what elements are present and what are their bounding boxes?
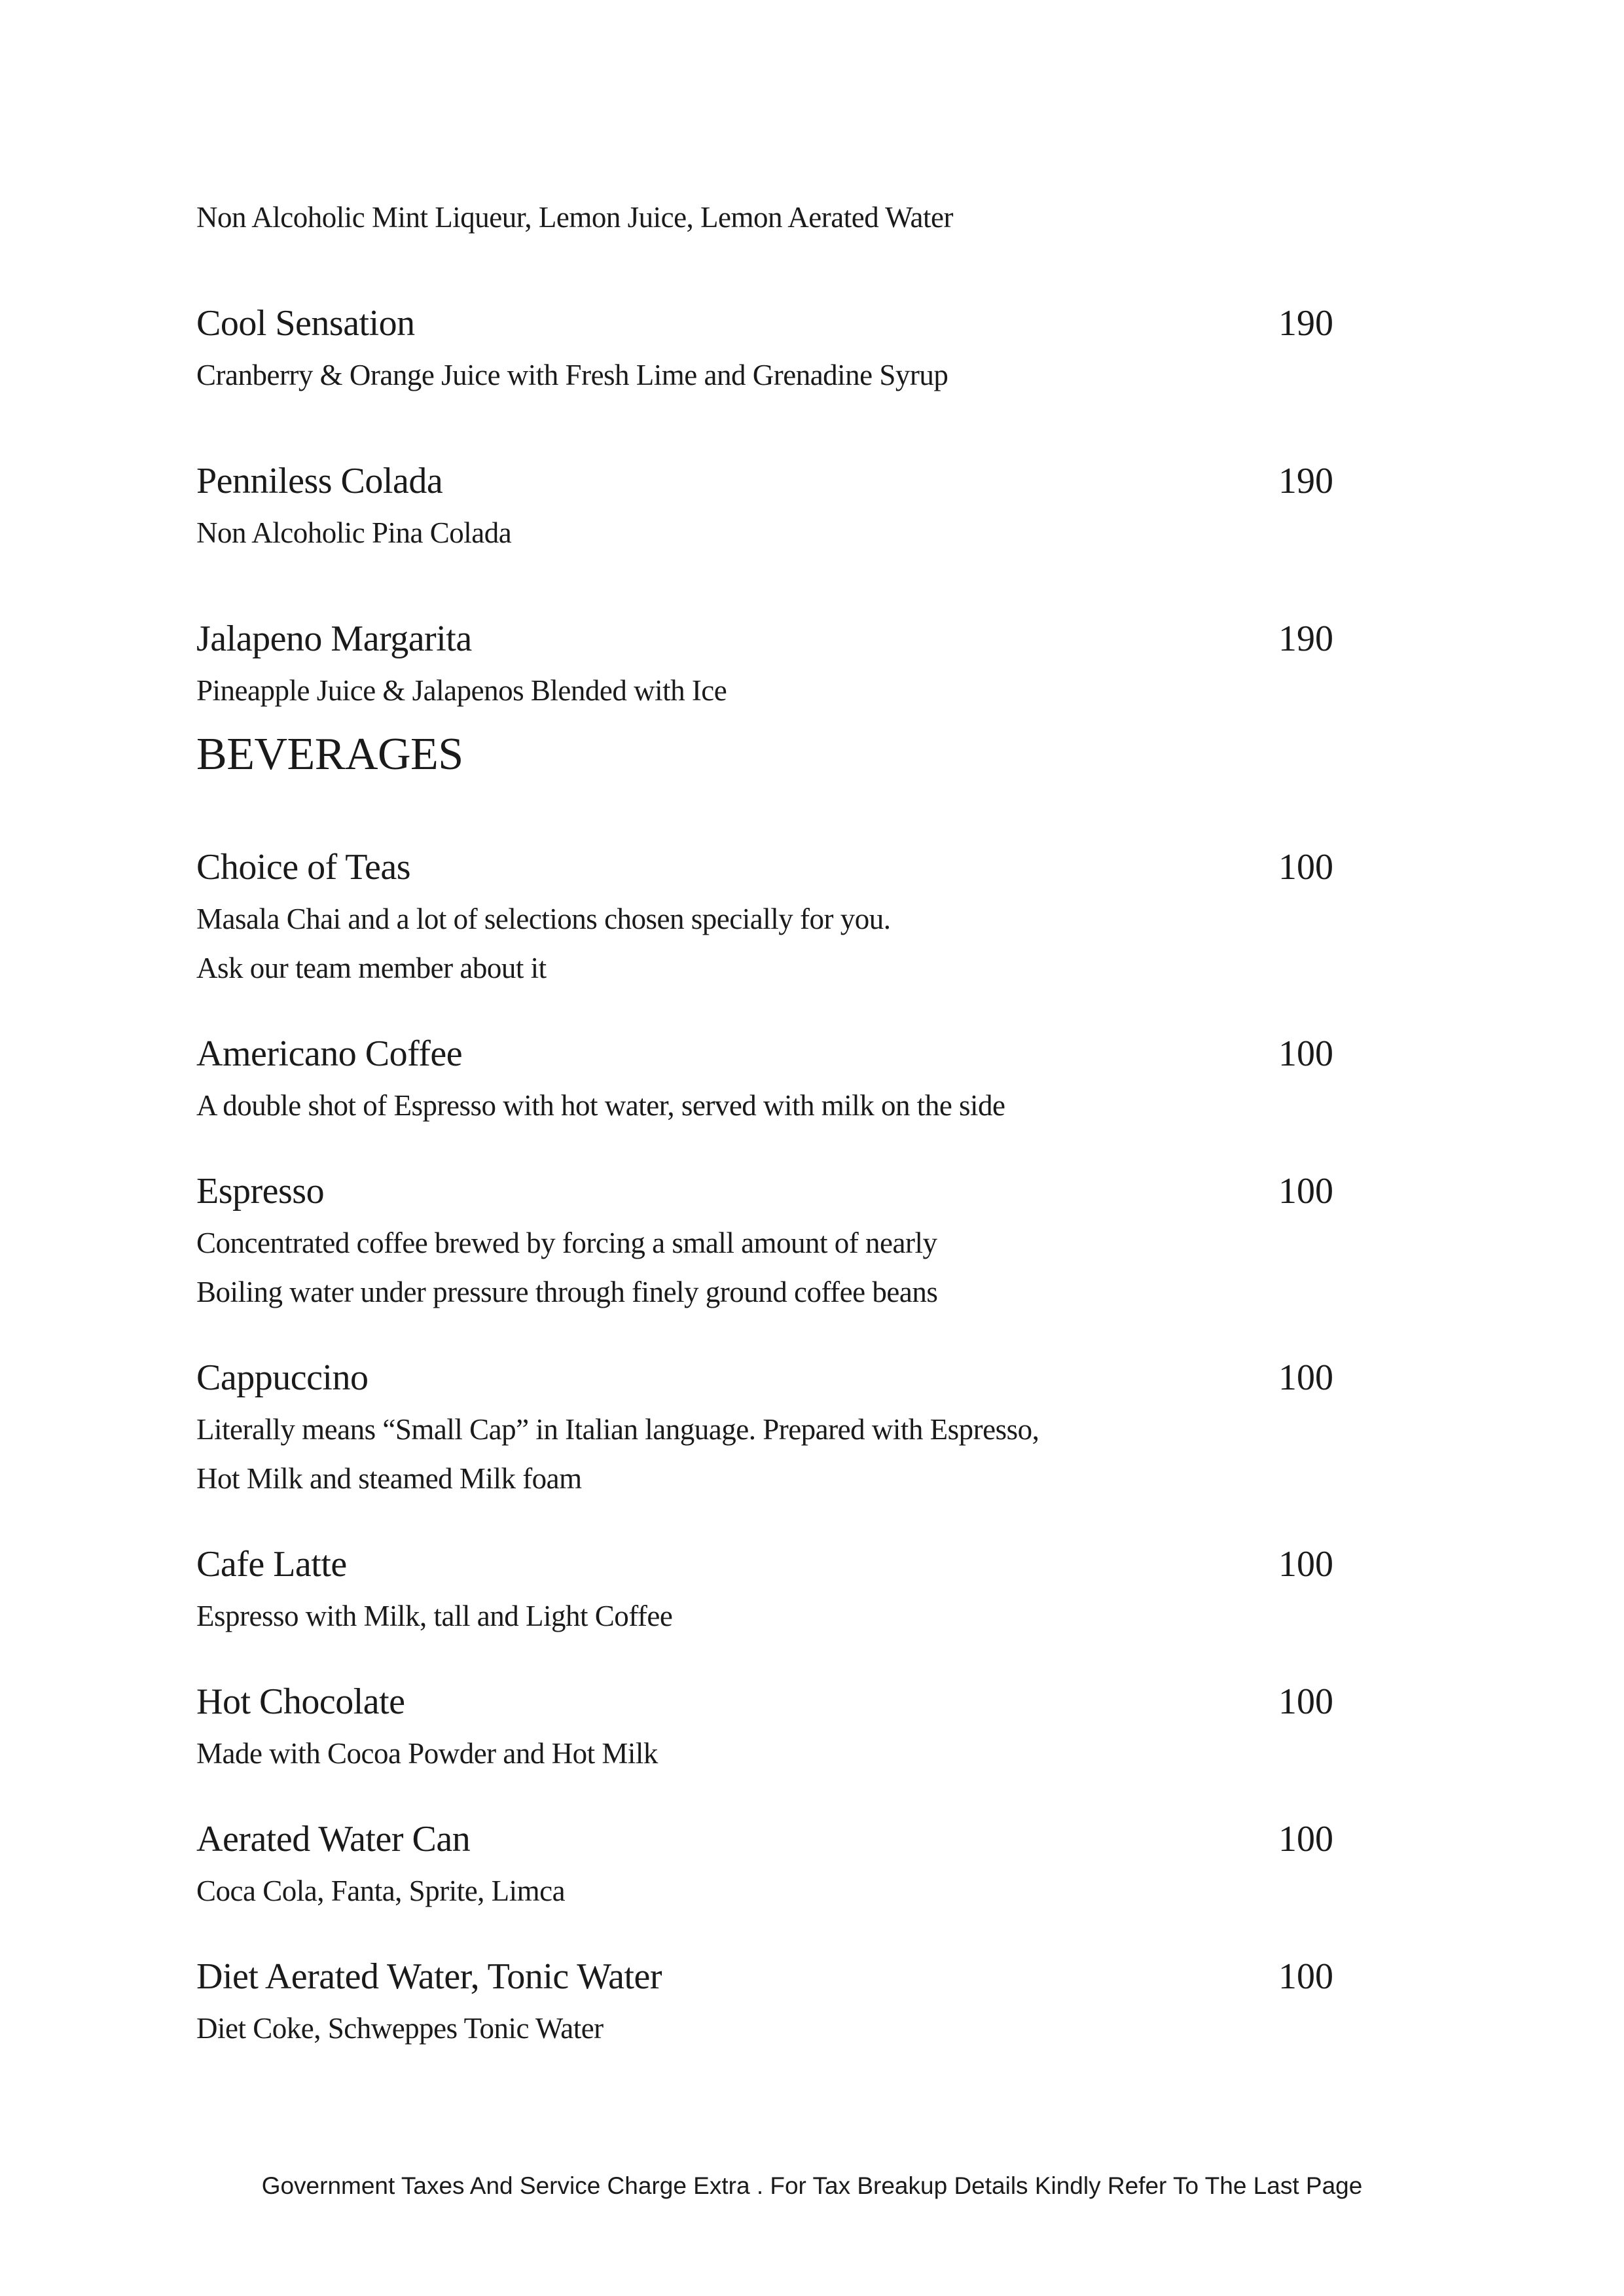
- menu-item: [196, 1350, 1624, 1503]
- menu-item: [196, 454, 1624, 558]
- menu-item-name: Choice of Teas: [196, 847, 411, 888]
- menu-item-name: Aerated Water Can: [196, 1819, 471, 1859]
- menu-item-row: [196, 1537, 1624, 1592]
- menu-item-description: Masala Chai and a lot of selections chosen specially for you. Ask our team member about it: [196, 903, 891, 984]
- menu-item: [196, 1537, 1624, 1641]
- menu-item-description: Pineapple Juice & Jalapenos Blended with Ice: [196, 674, 727, 707]
- menu-item: [196, 1026, 1624, 1130]
- tax-note: Government Taxes And Service Charge Extra . For Tax Breakup Details Kindly Refer To The Last Page: [261, 2172, 1363, 2199]
- menu-item: [196, 1812, 1624, 1916]
- menu-sections: [196, 296, 1624, 2053]
- menu-item-row: [196, 454, 1624, 509]
- menu-item-name: Cappuccino: [196, 1357, 369, 1398]
- menu-item-description: Literally means “Small Cap” in Italian language. Prepared with Espresso, Hot Milk and steamed Milk foam: [196, 1413, 1039, 1495]
- menu-item: [196, 1164, 1624, 1317]
- menu-item: [196, 840, 1624, 993]
- menu-item-row: [196, 1812, 1624, 1867]
- menu-section: [196, 725, 1624, 2053]
- menu-item-price: 190: [1278, 461, 1333, 501]
- menu-item-row: [196, 1674, 1624, 1729]
- menu-item-row: [196, 296, 1624, 351]
- menu-item-name: Jalapeno Margarita: [196, 619, 472, 659]
- menu-item-price: 100: [1278, 1171, 1333, 1211]
- menu-item-price: 100: [1278, 1681, 1333, 1722]
- page-footer: [0, 2170, 1624, 2202]
- menu-item-price: 100: [1278, 1357, 1333, 1398]
- menu-item: [196, 1674, 1624, 1778]
- menu-item-name: Cool Sensation: [196, 303, 415, 344]
- menu-item-description: Coca Cola, Fanta, Sprite, Limca: [196, 1874, 566, 1907]
- menu-section: [196, 296, 1624, 715]
- menu-item-name: Cafe Latte: [196, 1544, 347, 1585]
- menu-item-description: Diet Coke, Schweppes Tonic Water: [196, 2012, 604, 2045]
- menu-item-row: [196, 611, 1624, 666]
- menu-item: [196, 296, 1624, 400]
- menu-item-price: 100: [1278, 1544, 1333, 1585]
- menu-item-name: Diet Aerated Water, Tonic Water: [196, 1956, 662, 1997]
- menu-item-description: Espresso with Milk, tall and Light Coffee: [196, 1600, 673, 1632]
- menu-item-name: Espresso: [196, 1171, 325, 1211]
- section-heading: BEVERAGES: [196, 729, 463, 780]
- menu-item-name: Penniless Colada: [196, 461, 443, 501]
- menu-item-price: 100: [1278, 1033, 1333, 1074]
- menu-item-price: 100: [1278, 1956, 1333, 1997]
- menu-item-price: 190: [1278, 619, 1333, 659]
- menu-item: [196, 611, 1624, 715]
- menu-item-row: [196, 1350, 1624, 1405]
- menu-item-name: Hot Chocolate: [196, 1681, 405, 1722]
- menu-item-name: Americano Coffee: [196, 1033, 463, 1074]
- menu-item-description: Non Alcoholic Pina Colada: [196, 516, 512, 549]
- menu-item-description: Cranberry & Orange Juice with Fresh Lime and Grenadine Syrup: [196, 359, 948, 391]
- menu-item-row: [196, 1026, 1624, 1081]
- menu-item-description: Concentrated coffee brewed by forcing a small amount of nearly Boiling water under pressure through finely ground coffee beans: [196, 1227, 938, 1308]
- menu-item-row: [196, 840, 1624, 895]
- menu-item-row: [196, 1164, 1624, 1219]
- menu-item-price: 100: [1278, 847, 1333, 888]
- menu-item-price: 100: [1278, 1819, 1333, 1859]
- menu-item: [196, 1949, 1624, 2053]
- menu-item-description: Made with Cocoa Powder and Hot Milk: [196, 1737, 658, 1770]
- menu-item-row: [196, 1949, 1624, 2004]
- menu-item-price: 190: [1278, 303, 1333, 344]
- intro-description: Non Alcoholic Mint Liqueur, Lemon Juice, Lemon Aerated Water: [196, 201, 953, 234]
- menu-item-description: A double shot of Espresso with hot water, served with milk on the side: [196, 1089, 1005, 1122]
